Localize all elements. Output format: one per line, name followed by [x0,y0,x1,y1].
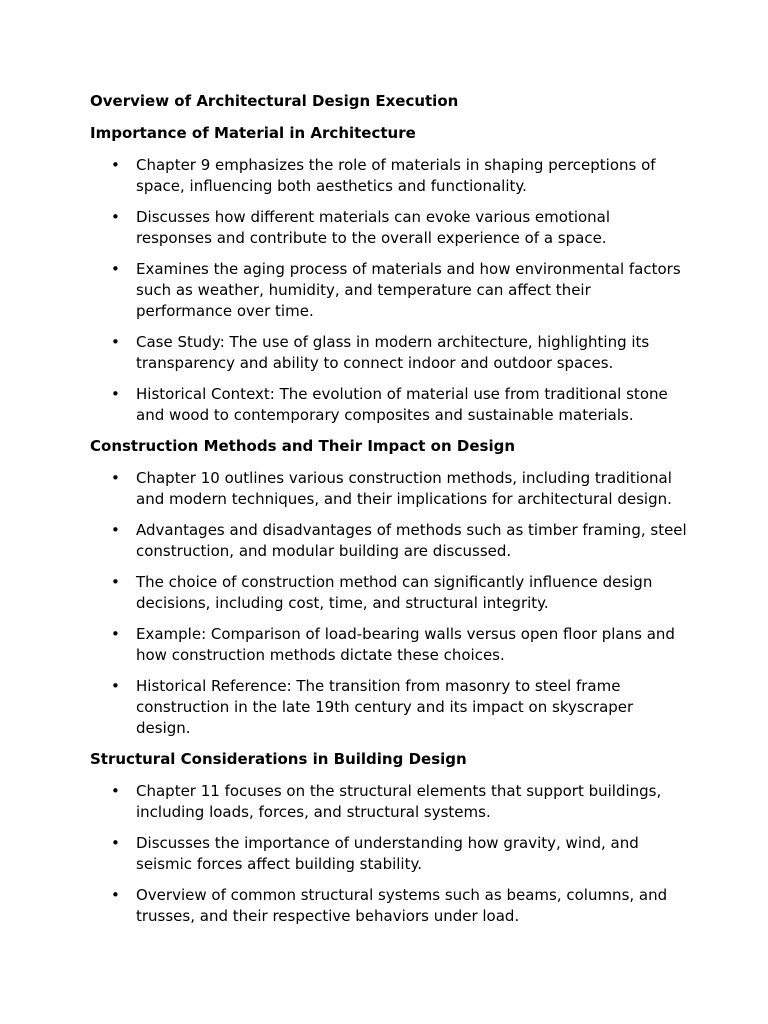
list-item [90,676,690,739]
list-item-text: Case Study: The use of glass in modern architecture, highlighting its transparency and ability to connect indoor and outdoor spaces. [136,333,650,372]
bullet-icon: • [111,625,120,643]
list-item-text: Chapter 11 focuses on the structural elements that support buildings, including loads, forces, and structural systems. [136,782,662,821]
document-page [90,91,690,937]
bullet-icon: • [111,385,120,403]
bullet-list [90,155,690,426]
list-item-text: Overview of common structural systems such as beams, columns, and trusses, and their respective behaviors under load. [136,886,668,925]
list-item [90,155,690,197]
list-item [90,781,690,823]
bullet-icon: • [111,260,120,278]
section-heading: Importance of Material in Architecture [90,124,416,142]
section-materials [90,123,690,426]
list-item [90,384,690,426]
bullet-icon: • [111,573,120,591]
list-item [90,572,690,614]
list-item-text: Examines the aging process of materials and how environmental factors such as weather, humidity, and temperature can affect their performance over time. [136,260,681,320]
bullet-list [90,781,690,927]
list-item [90,332,690,374]
list-item-text: Advantages and disadvantages of methods such as timber framing, steel construction, and modular building are discussed. [136,521,687,560]
bullet-icon: • [111,156,120,174]
list-item [90,885,690,927]
bullet-icon: • [111,834,120,852]
list-item [90,468,690,510]
list-item-text: Chapter 10 outlines various construction methods, including traditional and modern techniques, and their implications for architectural design. [136,469,672,508]
list-item [90,833,690,875]
section-heading: Construction Methods and Their Impact on Design [90,437,515,455]
list-item-text: Discusses the importance of understanding how gravity, wind, and seismic forces affect building stability. [136,834,639,873]
list-item-text: Historical Reference: The transition from masonry to steel frame construction in the late 19th century and its impact on skyscraper design. [136,677,634,737]
section-heading: Structural Considerations in Building Design [90,750,467,768]
list-item [90,259,690,322]
bullet-list [90,468,690,739]
list-item [90,520,690,562]
bullet-icon: • [111,469,120,487]
bullet-icon: • [111,333,120,351]
list-item-text: Historical Context: The evolution of material use from traditional stone and wood to contemporary composites and sustainable materials. [136,385,668,424]
document-title: Overview of Architectural Design Execution [90,92,459,110]
list-item-text: Discusses how different materials can evoke various emotional responses and contribute to the overall experience of a space. [136,208,611,247]
bullet-icon: • [111,677,120,695]
list-item-text: Chapter 9 emphasizes the role of materials in shaping perceptions of space, influencing both aesthetics and functionality. [136,156,656,195]
section-construction [90,436,690,739]
list-item [90,207,690,249]
bullet-icon: • [111,782,120,800]
section-structural [90,749,690,927]
bullet-icon: • [111,208,120,226]
list-item-text: The choice of construction method can significantly influence design decisions, including cost, time, and structural integrity. [136,573,653,612]
bullet-icon: • [111,521,120,539]
list-item [90,624,690,666]
list-item-text: Example: Comparison of load-bearing walls versus open floor plans and how construction methods dictate these choices. [136,625,675,664]
bullet-icon: • [111,886,120,904]
